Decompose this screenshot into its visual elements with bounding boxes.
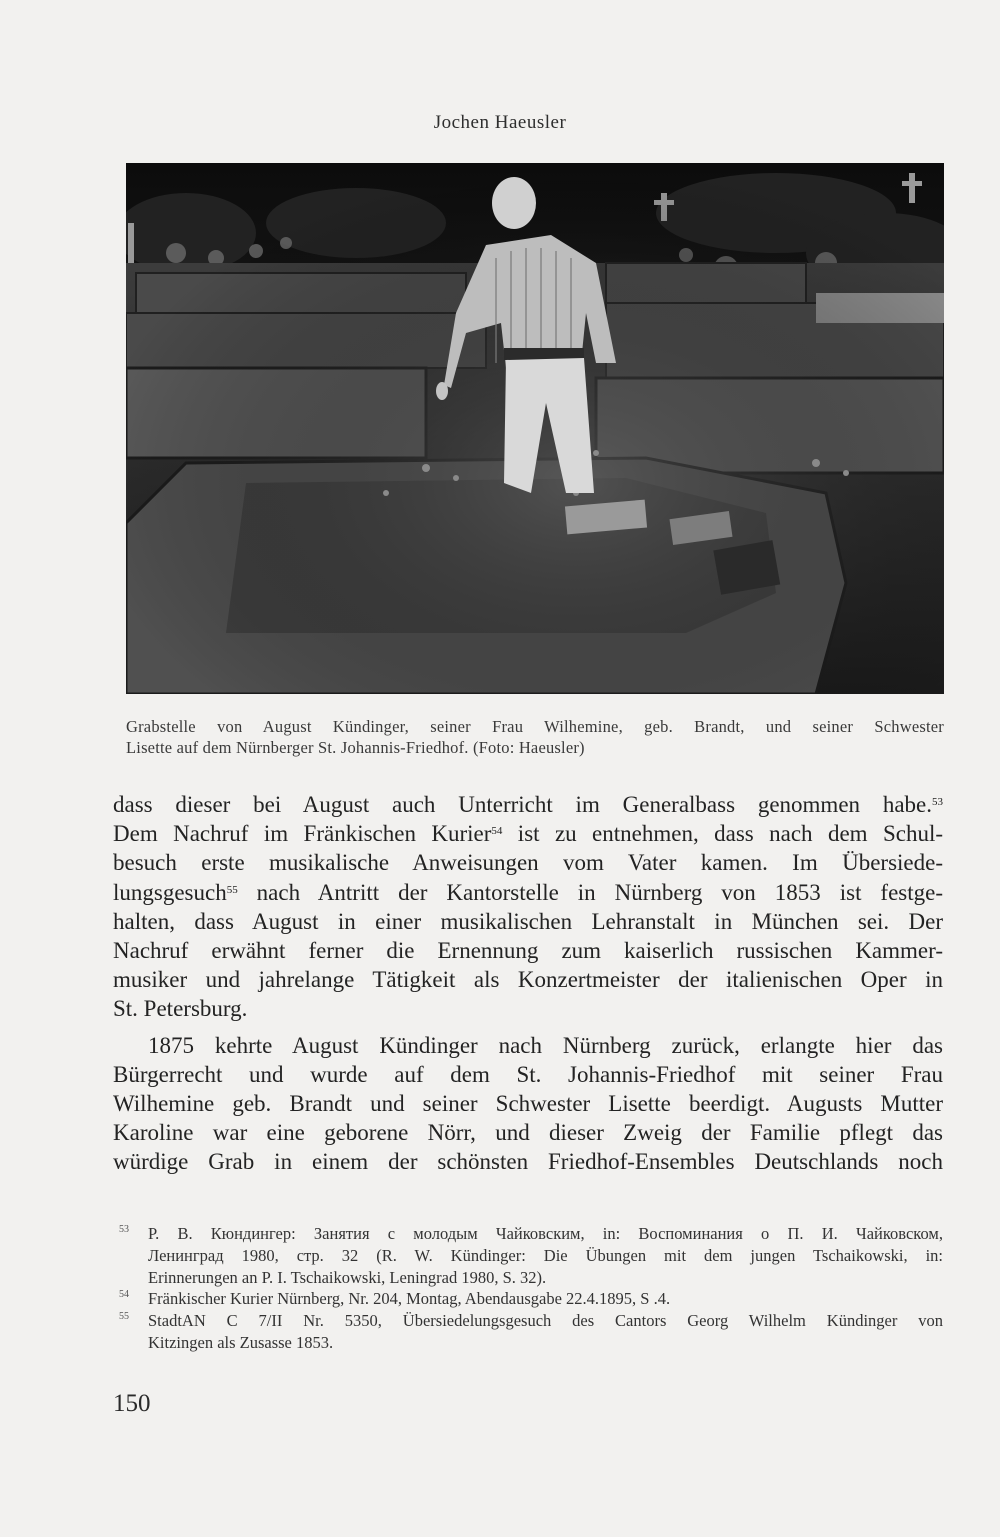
body-line: halten, dass August in einer musikalischen Lehranstalt in München sei. Der — [113, 908, 943, 934]
footnote-line: Fränkischer Kurier Nürnberg, Nr. 204, Montag, Abendausgabe 22.4.1895, S .4. — [148, 1289, 671, 1309]
footnote-line: Kitzingen als Zusasse 1853. — [148, 1332, 334, 1352]
footnote-mark: 53 — [932, 796, 943, 808]
footnote — [113, 1310, 943, 1354]
body-line: musiker und jahrelange Tätigkeit als Konzertmeister der italienischen Oper in — [113, 967, 943, 993]
caption-line: Lisette auf dem Nürnberger St. Johannis-Friedhof. (Foto: Haeusler) — [126, 738, 585, 757]
caption-line: Grabstelle von August Kündinger, seiner Frau Wilhemine, geb. Brandt, und seiner Schwester — [126, 717, 944, 736]
footnote-number: 54 — [119, 1289, 129, 1301]
page-number: 150 — [113, 1390, 151, 1417]
cemetery-photo — [126, 163, 944, 694]
footnote-mark: 54 — [491, 825, 503, 838]
footnote — [113, 1288, 943, 1310]
footnote — [113, 1223, 943, 1288]
footnote-line: Р. В. Кюндингер: Занятия с молодым Чайковским, in: Воспоминания о П. И. Чайковском, — [148, 1224, 943, 1243]
body-text — [113, 790, 943, 1177]
footnote-line: Ленинград 1980, стр. 32 (R. W. Kündinger: Die Übungen mit dem jungen Tschaikowski, in: — [148, 1245, 943, 1265]
footnotes — [113, 1223, 943, 1354]
body-line: St. Petersburg. — [113, 996, 248, 1022]
footnote-number: 55 — [119, 1311, 129, 1323]
body-line: Dem Nachruf im Fränkischen Kurier$^{54}$ ist zu entnehmen, dass nach dem Schul- — [113, 821, 944, 847]
footnote-line: StadtAN C 7/II Nr. 5350, Übersiedelungsgesuch des Cantors Georg Wilhelm Kündinger von — [148, 1311, 943, 1331]
body-line: lungsgesuch$^{55}$ nach Antritt der Kantorstelle in Nürnberg von 1853 ist festge- — [113, 879, 943, 905]
body-line: würdige Grab in einem der schönsten Friedhof-Ensembles Deutschlands noch — [113, 1149, 943, 1175]
body-line: dass dieser bei August auch Unterricht im Generalbass genommen habe.$^{53}$ — [113, 792, 943, 817]
footnote-mark: 55 — [226, 883, 238, 896]
running-head: Jochen Haeusler — [433, 112, 567, 133]
body-line: Wilhemine geb. Brandt und seiner Schwester Lisette beerdigt. Augusts Mutter — [113, 1091, 943, 1117]
footnote-number: 53 — [119, 1224, 129, 1235]
figure-caption — [126, 716, 944, 758]
body-line: Nachruf erwähnt ferner die Ernennung zum kaiserlich russischen Kammer- — [113, 938, 943, 964]
body-line: Bürgerrecht und wurde auf dem St. Johannis-Friedhof mit seiner Frau — [113, 1061, 943, 1087]
body-line: besuch erste musikalische Anweisungen vom Vater kamen. Im Übersiede- — [113, 850, 943, 876]
body-line: 1875 kehrte August Kündinger nach Nürnberg zurück, erlangte hier das — [148, 1032, 943, 1058]
body-line: Karoline war eine geborene Nörr, und dieser Zweig der Familie pflegt das — [113, 1120, 943, 1146]
footnote-line: Erinnerungen an P. I. Tschaikowski, Leningrad 1980, S. 32). — [148, 1267, 547, 1287]
